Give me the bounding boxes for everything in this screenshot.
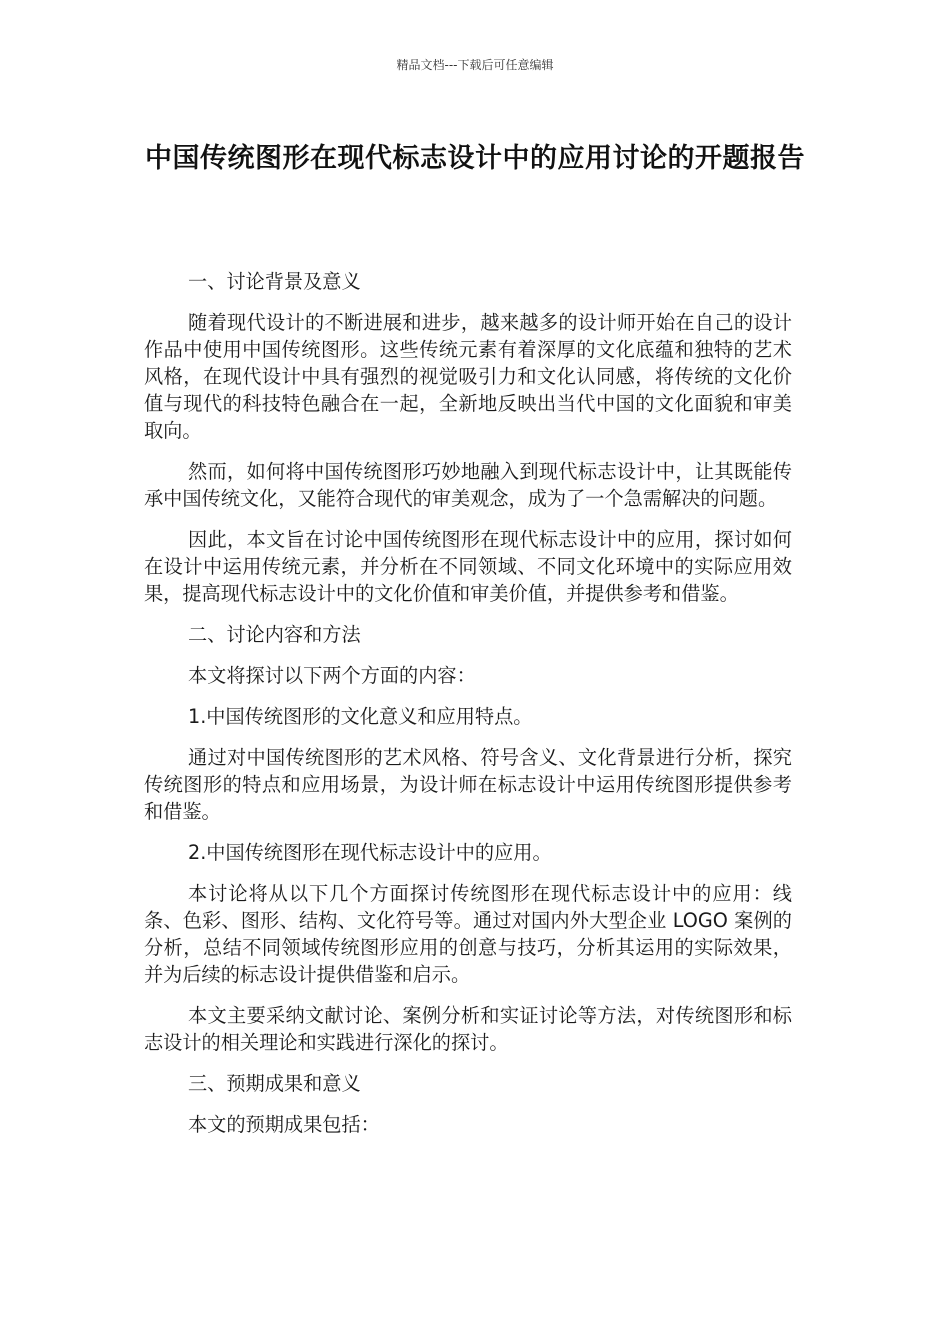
list-item-1: 1.中国传统图形的文化意义和应用特点。 [188, 705, 533, 728]
paragraph: 因此，本文旨在讨论中国传统图形在现代标志设计中的应用，探讨如何在设计中运用传统元素，并分析在不同领域、不同文化环境中的实际应用效果，提高现代标志设计中的文化价值和审美价值，并提供参考和借鉴。 [144, 528, 792, 605]
paragraph: 本文主要采纳文献讨论、案例分析和实证讨论等方法，对传统图形和标志设计的相关理论和实践进行深化的探讨。 [144, 1004, 792, 1054]
paragraph: 本讨论将从以下几个方面探讨传统图形在现代标志设计中的应用：线条、色彩、图形、结构、文化符号等。通过对国内外大型企业 LOGO 案例的分析，总结不同领域传统图形应用的创意与技巧，分析其运用的实际效果，并为后续的标志设计提供借鉴和启示。 [144, 882, 792, 986]
list-item-2: 2.中国传统图形在现代标志设计中的应用。 [188, 841, 552, 864]
paragraph: 然而，如何将中国传统图形巧妙地融入到现代标志设计中，让其既能传承中国传统文化，又能符合现代的审美观念，成为了一个急需解决的问题。 [144, 460, 792, 510]
section-heading-expected-results: 三、预期成果和意义 [188, 1072, 361, 1095]
paragraph: 本文的预期成果包括： [188, 1113, 380, 1136]
paragraph: 通过对中国传统图形的艺术风格、符号含义、文化背景进行分析，探究传统图形的特点和应用场景，为设计师在标志设计中运用传统图形提供参考和借鉴。 [144, 746, 792, 823]
paragraph: 随着现代设计的不断进展和进步，越来越多的设计师开始在自己的设计作品中使用中国传统图形。这些传统元素有着深厚的文化底蕴和独特的艺术风格，在现代设计中具有强烈的视觉吸引力和文化认同感，将传统的文化价值与现代的科技特色融合在一起，全新地反映出当代中国的文化面貌和审美取向。 [144, 311, 792, 442]
page-header: 精品文档---下载后可任意编辑 [396, 58, 554, 72]
document-title: 中国传统图形在现代标志设计中的应用讨论的开题报告 [145, 143, 805, 174]
section-heading-content-method: 二、讨论内容和方法 [188, 623, 361, 646]
section-heading-background: 一、讨论背景及意义 [188, 270, 361, 293]
paragraph: 本文将探讨以下两个方面的内容： [188, 664, 476, 687]
document-body [144, 268, 792, 1152]
